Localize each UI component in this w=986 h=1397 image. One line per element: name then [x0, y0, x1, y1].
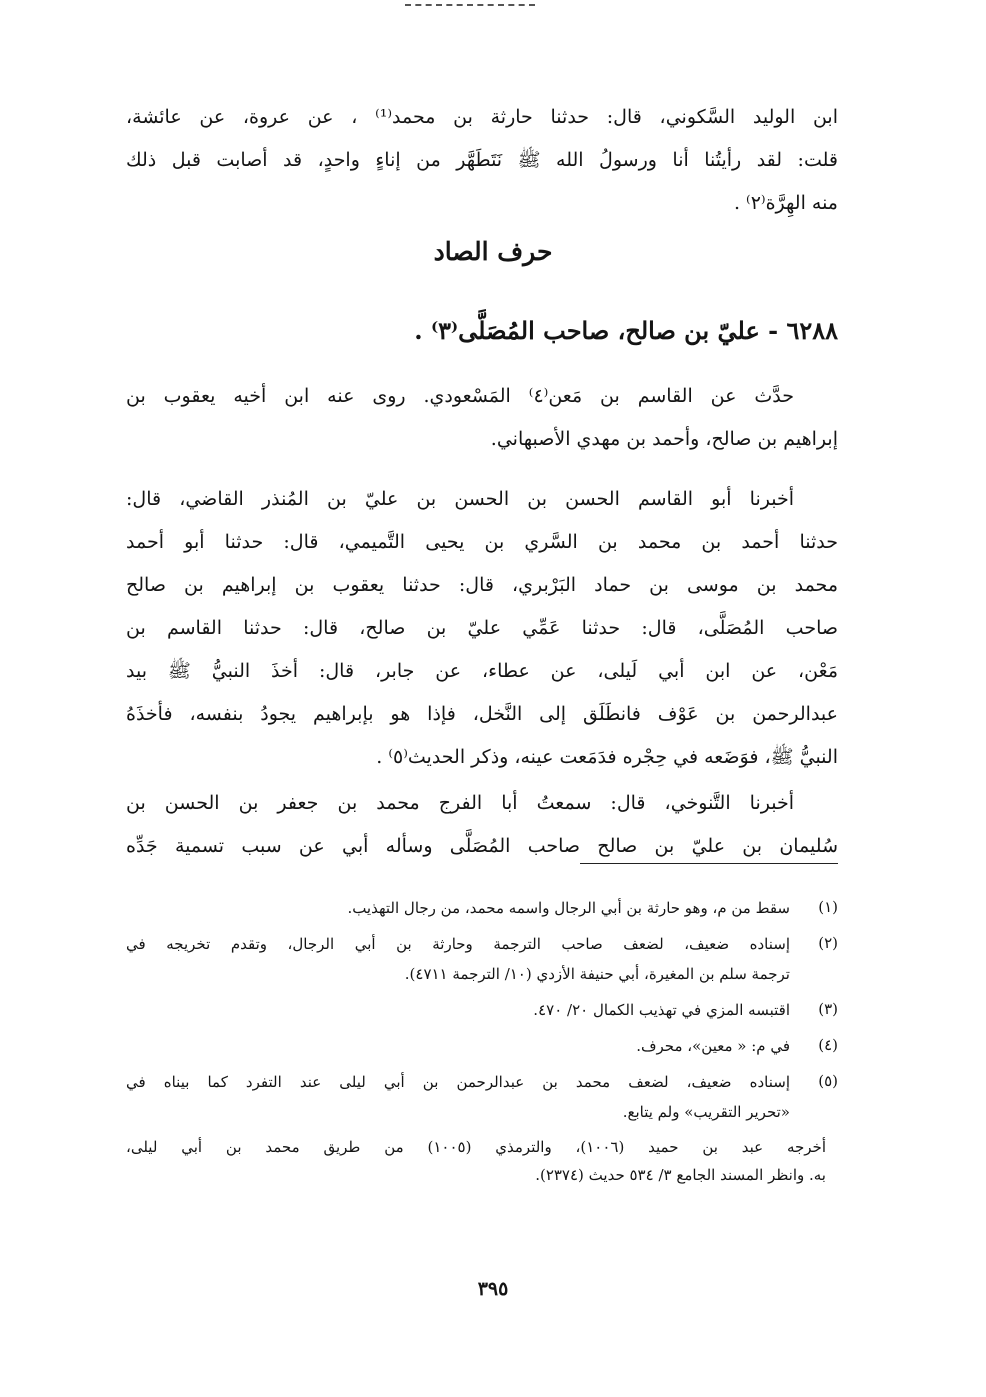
footnotes: [126, 893, 838, 1189]
footnote-line: إسناده ضعيف، لضعف محمد بن عبدالرحمن بن أبي ليلى عند التفرد كما بيناه في: [126, 1073, 790, 1091]
narration-paragraph: [126, 782, 838, 868]
text-line: مَعْن، عن ابن أبي لَيلى، عن عطاء، عن جابر، قال: أخذَ النبيُّ ﷺ بيد: [126, 660, 838, 682]
footnote-text: [126, 929, 790, 989]
footnote-number: (١): [818, 898, 838, 916]
footnote-number: (٢): [818, 934, 838, 952]
text-line: أخبرنا التَّنوخي، قال: سمعتُ أبا الفرج محمد بن جعفر بن الحسن بن: [126, 792, 794, 814]
intro-paragraph: [126, 96, 838, 225]
footnote-item: [126, 995, 838, 1025]
footnote-number: (٣): [818, 1000, 838, 1018]
hadith-paragraph: [126, 478, 838, 779]
text-line: إبراهيم بن صالح، وأحمد بن مهدي الأصبهاني.: [490, 428, 838, 450]
footnote-line: إسناده ضعيف، لضعف صاحب الترجمة وحارثة بن أبي الرجال، وتقدم تخريجه في: [126, 935, 790, 953]
footnote-line: في م: « معين»، محرف.: [636, 1037, 790, 1055]
footnote-item: [126, 1031, 838, 1061]
text-line: أخبرنا أبو القاسم الحسن بن الحسن بن عليّ بن المُنذر القاضي، قال:: [126, 488, 794, 510]
footnote-text: [126, 1031, 790, 1061]
entry-heading: ٦٢٨٨ - عليّ بن صالح، صاحب المُصَلَّى⁽٣⁾ .: [414, 316, 838, 345]
text-line: عبدالرحمن بن عَوْف فانطَلَق إلى النَّخل، فإذا هو بإبراهيم يجودُ بنفسه، فأخذَهُ: [126, 703, 838, 725]
footnote-number: (٤): [818, 1036, 838, 1054]
text-line: قلت: لقد رأيتُنا أنا ورسولُ الله ﷺ نَتَطَهَّر من إناءٍ واحدٍ، قد أصابت قبل ذلك: [126, 149, 838, 171]
footnote-separator: [580, 863, 838, 864]
text-line: منه الهِرَّة⁽٢⁾ .: [733, 192, 838, 214]
footnote-text: [126, 893, 790, 923]
footnote-item: [126, 1067, 838, 1127]
footnote-text: [126, 995, 790, 1025]
footnote-item: [126, 893, 838, 923]
chapter-heading: حرف الصاد: [433, 237, 553, 266]
footnote-line: سقط من م، وهو حارثة بن أبي الرجال واسمه محمد، من رجال التهذيب.: [347, 899, 790, 917]
text-line: النبيُّ ﷺ، فوَضَعه في حِجْره فدَمَعت عينه، وذكر الحديث⁽٥⁾ .: [376, 746, 838, 768]
text-line: حدثنا أحمد بن محمد بن السَّري بن يحيى التَّميمي، قال: حدثنا أبو أحمد: [126, 531, 838, 553]
page-number: ٣٩٥: [477, 1278, 509, 1300]
top-dashed-rule: [405, 4, 535, 6]
text-line: محمد بن موسى بن حماد البَرْبري، قال: حدثنا يعقوب بن إبراهيم بن صالح: [126, 574, 838, 596]
footnote-line: «تحرير التقريب» ولم يتابع.: [622, 1103, 790, 1121]
text-line: ابن الوليد السَّكوني، قال: حدثنا حارثة بن محمد⁽¹⁾ ، عن عروة، عن عائشة،: [126, 106, 838, 128]
text-line: صاحب المُصَلَّى، قال: حدثنا عَمِّي عليّ بن صالح، قال: حدثنا القاسم بن: [126, 617, 838, 639]
footnote-line: به. وانظر المسند الجامع ٣/ ٥٣٤ حديث (٢٣٧٤).: [535, 1166, 826, 1184]
biography-paragraph: [126, 375, 838, 461]
footnote-text: [126, 1067, 790, 1127]
footnote-item: [126, 929, 838, 989]
text-line: سُليمان بن عليّ بن صالح صاحب المُصَلَّى وسأله أبي عن سبب تسمية جَدِّه: [126, 835, 838, 857]
text-line: حدَّث عن القاسم بن مَعن⁽٤⁾ المَسْعودي. روى عنه ابن أخيه يعقوب بن: [126, 385, 794, 407]
footnote-continuation: [126, 1133, 838, 1189]
footnote-line: أخرجه عبد بن حميد (١٠٠٦)، والترمذي (١٠٠٥) من طريق محمد بن أبي ليلى،: [126, 1138, 826, 1156]
footnote-line: اقتبسه المزي في تهذيب الكمال ٢٠/ ٤٧٠.: [533, 1001, 790, 1019]
footnote-number: (٥): [818, 1072, 838, 1090]
footnote-line: ترجمة سلم بن المغيرة، أبي حنيفة الأزدي (١٠/ الترجمة ٤٧١١).: [404, 965, 790, 983]
